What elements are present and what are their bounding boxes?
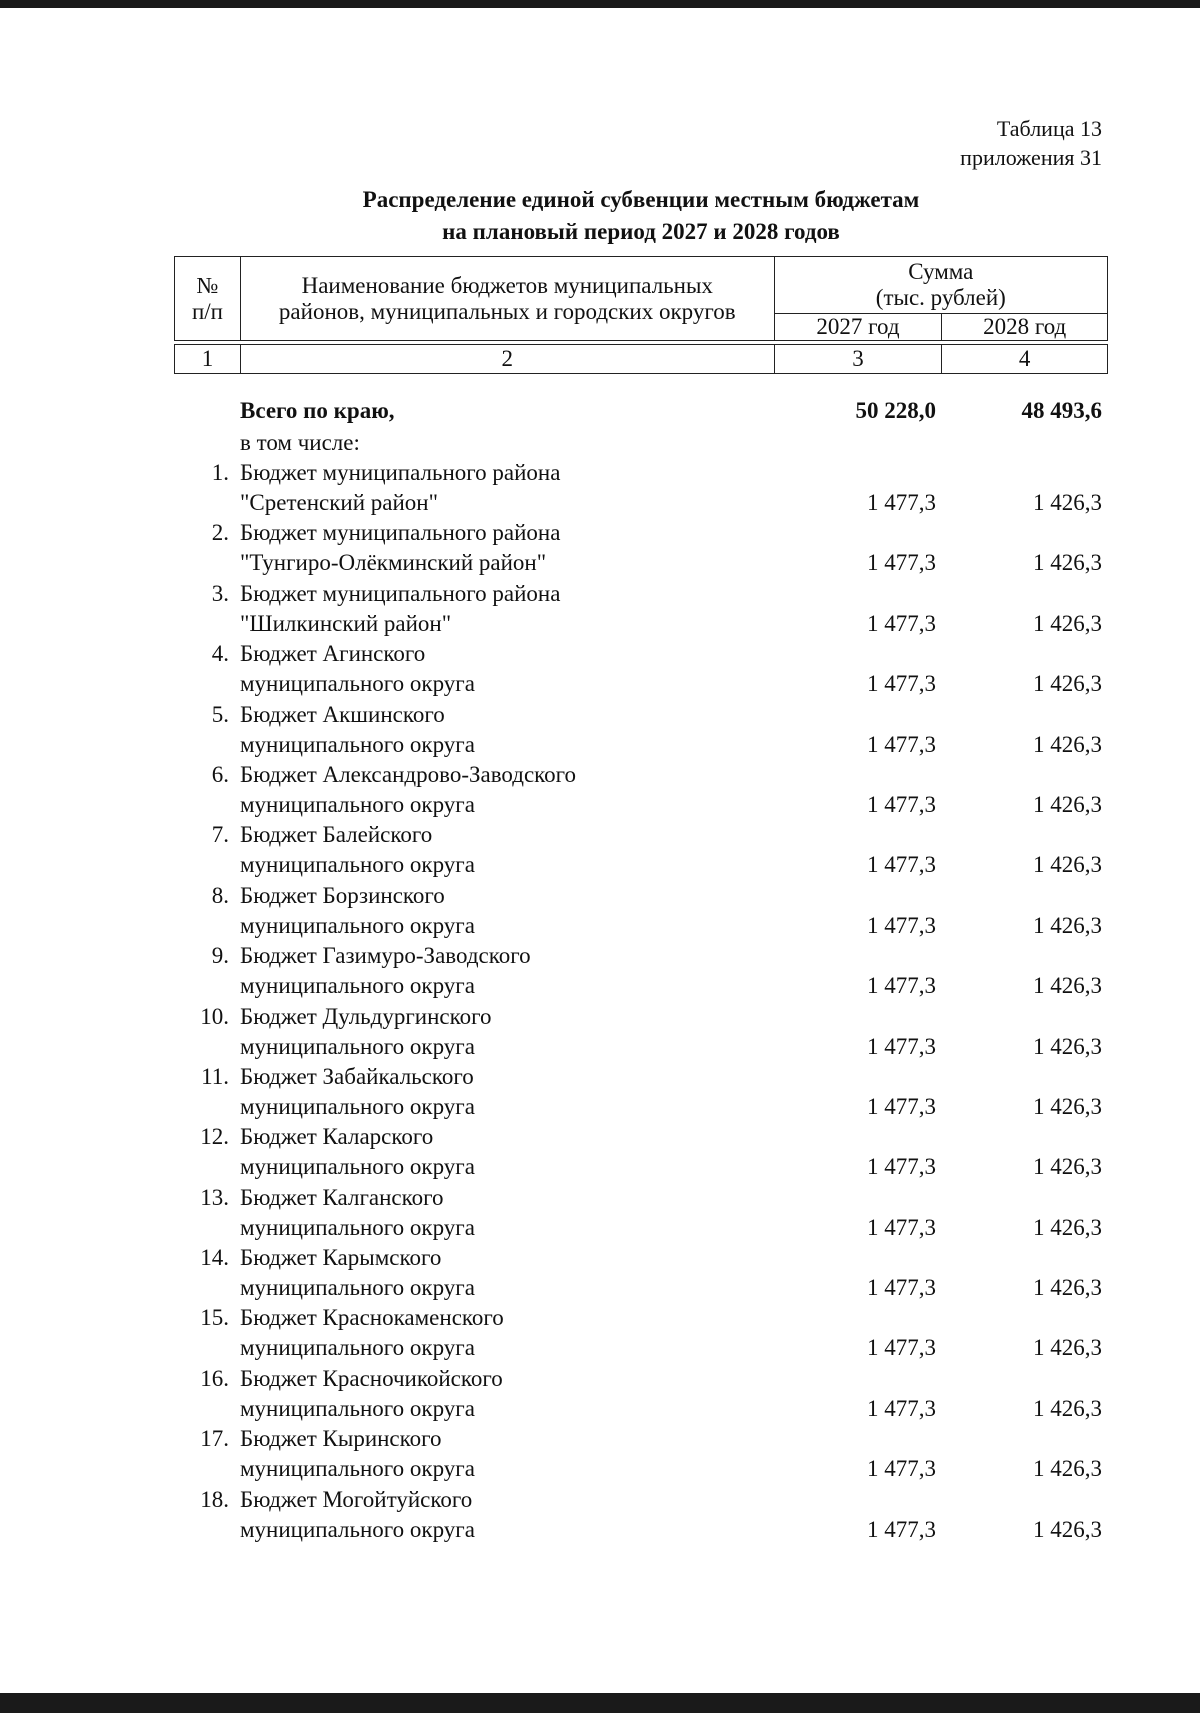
- header-sum: [774, 257, 1107, 314]
- row-name-line-1: Бюджет Забайкальского: [240, 1063, 474, 1089]
- row-value-2028: 1 426,3: [1033, 1516, 1102, 1542]
- row-value-2027: 1 477,3: [867, 1214, 936, 1240]
- table-row: [174, 579, 1108, 639]
- row-value-2027: 1 477,3: [867, 490, 936, 515]
- row-number: 18.: [200, 1486, 229, 1512]
- row-value-2028: 1 426,3: [1033, 1154, 1102, 1180]
- row-number: 10.: [200, 1003, 229, 1029]
- table-row: [174, 1303, 1108, 1363]
- row-name-line-2: муниципального округа: [240, 1154, 475, 1180]
- row-budget-name: [240, 1243, 800, 1303]
- row-number: 7.: [211, 822, 229, 848]
- table-row: [174, 1243, 1108, 1303]
- table-row: [174, 760, 1108, 820]
- header-number-abbr: п/п: [191, 298, 223, 324]
- row-name-line-2: муниципального округа: [240, 1516, 475, 1542]
- row-budget-name: [240, 700, 800, 760]
- index-col-4: 4: [942, 345, 1108, 374]
- row-value-2027: 1 477,3: [867, 1275, 936, 1301]
- table-row: [174, 518, 1108, 578]
- row-name-line-1: Бюджет муниципального района: [240, 460, 561, 485]
- row-name-line-2: муниципального округа: [240, 1214, 475, 1240]
- row-value-2027: 1 477,3: [867, 912, 936, 938]
- title-line-1: Распределение единой субвенции местным бюджетам: [362, 187, 920, 212]
- row-number: 17.: [200, 1426, 229, 1452]
- row-budget-name: [240, 1062, 800, 1122]
- table-row: [174, 941, 1108, 1001]
- header-sum-title: Сумма: [908, 259, 974, 284]
- row-name-line-2: муниципального округа: [240, 912, 475, 938]
- row-name-line-1: Бюджет Каларского: [240, 1124, 434, 1150]
- row-number: 2.: [211, 520, 229, 546]
- row-budget-name: [240, 1424, 800, 1484]
- row-budget-name: [240, 941, 800, 1001]
- total-row: [174, 394, 1108, 428]
- scan-top-edge: [0, 0, 1200, 8]
- row-number: 9.: [211, 943, 229, 969]
- row-value-2028: 1 426,3: [1033, 1395, 1102, 1421]
- row-name-line-1: Бюджет муниципального района: [240, 580, 561, 606]
- row-number: 5.: [211, 701, 229, 727]
- row-name-line-2: муниципального округа: [240, 1395, 475, 1421]
- row-number: 11.: [201, 1063, 229, 1089]
- row-budget-name: [240, 881, 800, 941]
- header-year-2027: 2027 год: [774, 314, 942, 341]
- row-value-2028: 1 426,3: [1033, 1456, 1102, 1482]
- row-value-2028: 1 426,3: [1033, 550, 1102, 576]
- row-number: 8.: [211, 882, 229, 908]
- row-value-2028: 1 426,3: [1033, 610, 1102, 636]
- row-value-2028: 1 426,3: [1033, 490, 1102, 515]
- index-col-3: 3: [774, 345, 942, 374]
- row-name-line-1: Бюджет Краснокаменского: [240, 1305, 504, 1331]
- row-number: 4.: [211, 641, 229, 667]
- row-budget-name: [240, 1122, 800, 1182]
- row-name-line-1: Бюджет Калганского: [240, 1184, 444, 1210]
- row-name-line-2: муниципального округа: [240, 1033, 475, 1059]
- row-value-2027: 1 477,3: [867, 731, 936, 757]
- row-name-line-1: Бюджет Акшинского: [240, 701, 445, 727]
- row-value-2028: 1 426,3: [1033, 1093, 1102, 1119]
- row-budget-name: [240, 518, 800, 578]
- table-header: [174, 256, 1108, 374]
- table-row: [174, 820, 1108, 880]
- caption-appendix-number: приложения 31: [960, 145, 1102, 170]
- row-name-line-2: муниципального округа: [240, 1335, 475, 1361]
- table-row: [174, 700, 1108, 760]
- row-budget-name: [240, 1002, 800, 1062]
- table-row: [174, 1122, 1108, 1182]
- title-line-2: на плановый период 2027 и 2028 годов: [442, 219, 840, 244]
- table-row: [174, 1485, 1108, 1545]
- row-budget-name: [240, 820, 800, 880]
- row-value-2027: 1 477,3: [867, 1093, 936, 1119]
- row-name-line-1: Бюджет Красночикойского: [240, 1365, 503, 1391]
- row-name-line-1: Бюджет Агинского: [240, 641, 426, 667]
- row-number: 16.: [200, 1365, 229, 1391]
- row-name-line-2: "Сретенский район": [240, 490, 438, 515]
- row-budget-name: [240, 458, 800, 518]
- row-value-2027: 1 477,3: [867, 791, 936, 817]
- header-number: [175, 257, 241, 341]
- row-name-line-1: Бюджет Балейского: [240, 822, 433, 848]
- table-row: [174, 1424, 1108, 1484]
- header-name-line-2: районов, муниципальных и городских округов: [278, 298, 736, 324]
- table-row: [174, 1002, 1108, 1062]
- row-value-2027: 1 477,3: [867, 610, 936, 636]
- row-value-2028: 1 426,3: [1033, 1335, 1102, 1361]
- row-name-line-1: Бюджет Карымского: [240, 1245, 442, 1271]
- header-number-sign: №: [196, 272, 219, 298]
- header-budget-name: [240, 257, 774, 341]
- subheading-label: в том числе:: [240, 430, 360, 455]
- row-value-2027: 1 477,3: [867, 852, 936, 878]
- header-name-line-1: Наименование бюджетов муниципальных: [301, 272, 713, 298]
- row-name-line-2: муниципального округа: [240, 791, 475, 817]
- row-value-2028: 1 426,3: [1033, 791, 1102, 817]
- row-number: 6.: [211, 761, 229, 787]
- row-name-line-2: "Тунгиро-Олёкминский район": [240, 550, 547, 576]
- row-name-line-2: муниципального округа: [240, 852, 475, 878]
- index-col-2: 2: [240, 345, 774, 374]
- row-name-line-2: муниципального округа: [240, 671, 475, 697]
- subheading-row: [174, 428, 1108, 458]
- row-name-line-1: Бюджет Борзинского: [240, 882, 445, 908]
- row-budget-name: [240, 1183, 800, 1243]
- table-row: [174, 881, 1108, 941]
- row-value-2028: 1 426,3: [1033, 1214, 1102, 1240]
- row-value-2027: 1 477,3: [867, 1516, 936, 1542]
- row-value-2028: 1 426,3: [1033, 1033, 1102, 1059]
- row-name-line-2: "Шилкинский район": [240, 610, 452, 636]
- row-name-line-2: муниципального округа: [240, 731, 475, 757]
- total-2028: 48 493,6: [1021, 398, 1102, 423]
- row-value-2028: 1 426,3: [1033, 852, 1102, 878]
- row-value-2027: 1 477,3: [867, 1395, 936, 1421]
- row-budget-name: [240, 1364, 800, 1424]
- row-value-2027: 1 477,3: [867, 1033, 936, 1059]
- row-name-line-1: Бюджет Газимуро-Заводского: [240, 943, 531, 969]
- row-number: 3.: [211, 580, 229, 606]
- header-year-2028: 2028 год: [942, 314, 1108, 341]
- row-value-2028: 1 426,3: [1033, 973, 1102, 999]
- row-number: 12.: [200, 1124, 229, 1150]
- row-budget-name: [240, 1303, 800, 1363]
- total-2027: 50 228,0: [855, 398, 936, 423]
- row-value-2027: 1 477,3: [867, 1335, 936, 1361]
- row-name-line-1: Бюджет Кыринского: [240, 1426, 442, 1452]
- table-caption: [960, 114, 1102, 172]
- total-label: Всего по краю,: [240, 398, 395, 423]
- table-row: [174, 1183, 1108, 1243]
- row-name-line-2: муниципального округа: [240, 1093, 475, 1119]
- row-budget-name: [240, 579, 800, 639]
- scan-bottom-edge: [0, 1693, 1200, 1713]
- row-value-2027: 1 477,3: [867, 1456, 936, 1482]
- caption-table-number: Таблица 13: [996, 116, 1102, 141]
- row-value-2027: 1 477,3: [867, 1154, 936, 1180]
- table-body: [174, 394, 1108, 1545]
- row-name-line-1: Бюджет Дульдургинского: [240, 1003, 492, 1029]
- row-name-line-2: муниципального округа: [240, 973, 475, 999]
- row-name-line-2: муниципального округа: [240, 1456, 475, 1482]
- row-value-2028: 1 426,3: [1033, 1275, 1102, 1301]
- index-col-1: 1: [175, 345, 241, 374]
- table-row: [174, 639, 1108, 699]
- row-number: 14.: [200, 1245, 229, 1271]
- row-value-2027: 1 477,3: [867, 973, 936, 999]
- table-row: [174, 1364, 1108, 1424]
- row-value-2027: 1 477,3: [867, 550, 936, 576]
- row-number: 15.: [200, 1305, 229, 1331]
- table-row: [174, 458, 1108, 518]
- header-sum-unit: (тыс. рублей): [875, 285, 1006, 310]
- row-budget-name: [240, 639, 800, 699]
- table-row: [174, 1062, 1108, 1122]
- row-value-2027: 1 477,3: [867, 671, 936, 697]
- row-number: 1.: [211, 460, 229, 485]
- row-name-line-1: Бюджет Александрово-Заводского: [240, 761, 577, 787]
- row-name-line-1: Бюджет муниципального района: [240, 520, 561, 546]
- row-value-2028: 1 426,3: [1033, 731, 1102, 757]
- document-title: [174, 184, 1108, 248]
- row-value-2028: 1 426,3: [1033, 671, 1102, 697]
- budget-rows: [174, 458, 1108, 1545]
- row-value-2028: 1 426,3: [1033, 912, 1102, 938]
- row-budget-name: [240, 760, 800, 820]
- row-budget-name: [240, 1485, 800, 1545]
- row-name-line-1: Бюджет Могойтуйского: [240, 1486, 473, 1512]
- row-number: 13.: [200, 1184, 229, 1210]
- row-name-line-2: муниципального округа: [240, 1275, 475, 1301]
